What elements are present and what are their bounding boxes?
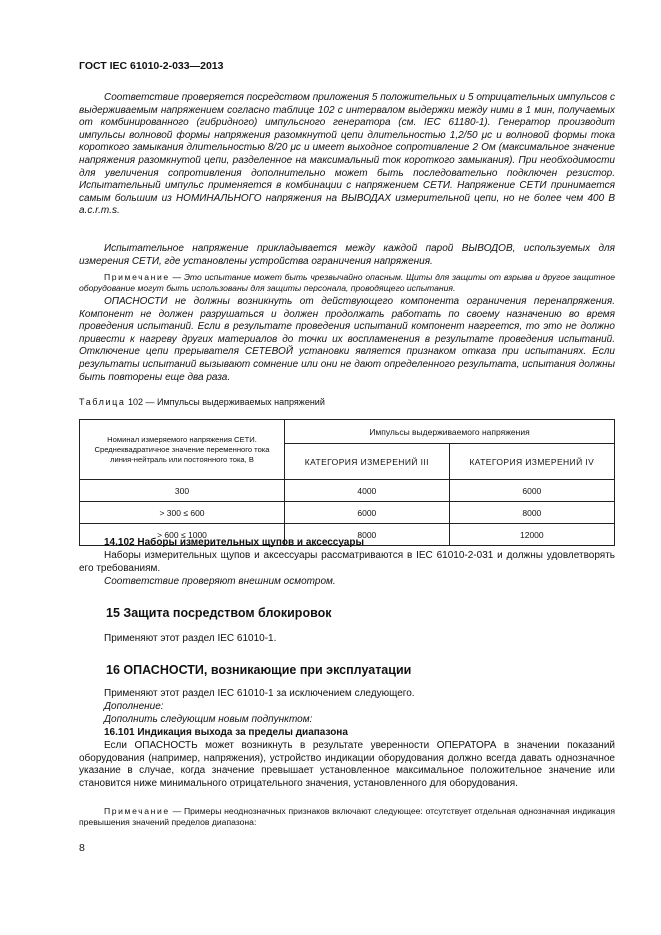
table-cell: 8000 <box>449 502 614 524</box>
table-cell: > 600 ≤ 1000 <box>80 524 285 546</box>
section-16-addition-text: Дополнить следующим новым подпунктом: <box>104 714 313 725</box>
table-cell: 4000 <box>285 480 450 502</box>
section-15-text: Применяют этот раздел IEC 61010-1. <box>104 633 277 644</box>
section-16-title: 16 ОПАСНОСТИ, возникающие при эксплуатации <box>106 663 412 677</box>
table-header-mains-voltage: Номинал измеряемого напряжения СЕТИ. Среднеквадратичное значение переменного тока линия-нейтраль или постоянного тока, В <box>80 420 285 480</box>
compliance-paragraph: Соответствие проверяется посредством приложения 5 положительных и 5 отрицательных импульсов с выдерживаемым напряжением согласно таблице 102 с интервалом выдержки между ними в 1 мин, получаемых от комбинированного (гибридного) импульсного генератора (см. IEC 61180-1). Генератор производит импульсы волновой формы напряжения разомкнутой цепи длительностью 1,2/50 μс и волновой формы тока короткого замыкания длительностью 8/20 μс и имеет выходное сопротивление 2 Ом (максимальное значение напряжения разомкнутой цепи, разделенное на максимальный ток короткого замыкания). При необходимости для увеличения сопротивления дополнительно может быть последовательно подключен резистор. Испытательный импульс применяется в комбинации с напряжением СЕТИ. Напряжение СЕТИ принимается самым большим из НОМИНАЛЬНОГО напряжения на ВЫВОДАХ измерительной цепи, но не более чем 400 В a.c.r.m.s. <box>79 92 615 217</box>
table-cell: 8000 <box>285 524 450 546</box>
table-caption-text: 102 — Импульсы выдерживаемых напряжений <box>125 397 325 407</box>
note-2 <box>79 806 615 828</box>
table-cell: 300 <box>80 480 285 502</box>
hazards-paragraph: ОПАСНОСТИ не должны возникнуть от действующего компонента ограничения перенапряжения. Компонент не должен разрушаться и должен продолжать работать по своему назначению во время проведения испытаний. Если в результате проведения испытаний компонент нагреется, то это не должно привести к нагреву других материалов до точки их воспламенения в результате проведения испытаний. Отключение цепи прерывателя СЕТЕВОЙ установки является признаком отказа при испытаниях. Если результаты испытаний вызывают сомнение или они не дают определенного результата, испытания должны быть повторены еще два раза. <box>79 296 615 383</box>
table-row <box>80 480 615 502</box>
section-14-102-text: Наборы измерительных щупов и аксессуары рассматриваются в IEC 61010-2-031 и должны удовлетворять его требованиям. <box>79 550 615 574</box>
section-16-101-title: 16.101 Индикация выхода за пределы диапазона <box>104 727 348 738</box>
table-header-category-iv: КАТЕГОРИЯ ИЗМЕРЕНИЙ IV <box>449 444 614 480</box>
section-14-102-check: Соответствие проверяют внешним осмотром. <box>104 576 336 587</box>
table-caption-label: Таблица <box>79 397 126 407</box>
section-16-text: Применяют этот раздел IEC 61010-1 за исключением следующего. <box>104 688 415 699</box>
section-16-addition-label: Дополнение: <box>104 701 164 712</box>
table-caption <box>79 397 325 407</box>
note-1 <box>79 272 615 294</box>
table-header-category-iii: КАТЕГОРИЯ ИЗМЕРЕНИЙ III <box>285 444 450 480</box>
note-1-text: — Это испытание может быть чрезвычайно опасным. Щиты для защиты от взрыва и другое защитное оборудование могут быть использованы для защиты персонала, проводящего испытания. <box>79 272 615 293</box>
table-header-impulse-group: Импульсы выдерживаемого напряжения <box>285 420 615 444</box>
table-cell: 6000 <box>285 502 450 524</box>
table-cell: 12000 <box>449 524 614 546</box>
impulse-voltage-table <box>79 419 615 546</box>
section-16-101-text: Если ОПАСНОСТЬ может возникнуть в результате уверенности ОПЕРАТОРА в значении показаний оборудования (например, напряжения), устройство индикации оборудования должно всегда давать однозначное указание в случае, когда значение превышает установленное максимальное положительное значение или становится ниже минимального отрицательного значения, установленного для оборудования. <box>79 740 615 789</box>
table-cell: 6000 <box>449 480 614 502</box>
section-15-title: 15 Защита посредством блокировок <box>106 606 332 620</box>
table-row <box>80 502 615 524</box>
note-1-label: Примечание <box>104 272 170 282</box>
note-2-text: — Примеры неоднозначных признаков включают следующее: отсутствует отдельная однозначная индикация превышения значений пределов диапазона: <box>79 806 615 827</box>
section-14-102-title: 14.102 Наборы измерительных щупов и аксессуары <box>104 537 365 548</box>
table-cell: > 300 ≤ 600 <box>80 502 285 524</box>
note-2-label: Примечание <box>104 806 170 816</box>
page-number: 8 <box>79 842 85 854</box>
test-voltage-paragraph: Испытательное напряжение прикладывается между каждой парой ВЫВОДОВ, используемых для измерения СЕТИ, где установлены устройства ограничения напряжения. <box>79 243 615 267</box>
page-header: ГОСТ IEC 61010-2-033—2013 <box>79 60 224 72</box>
